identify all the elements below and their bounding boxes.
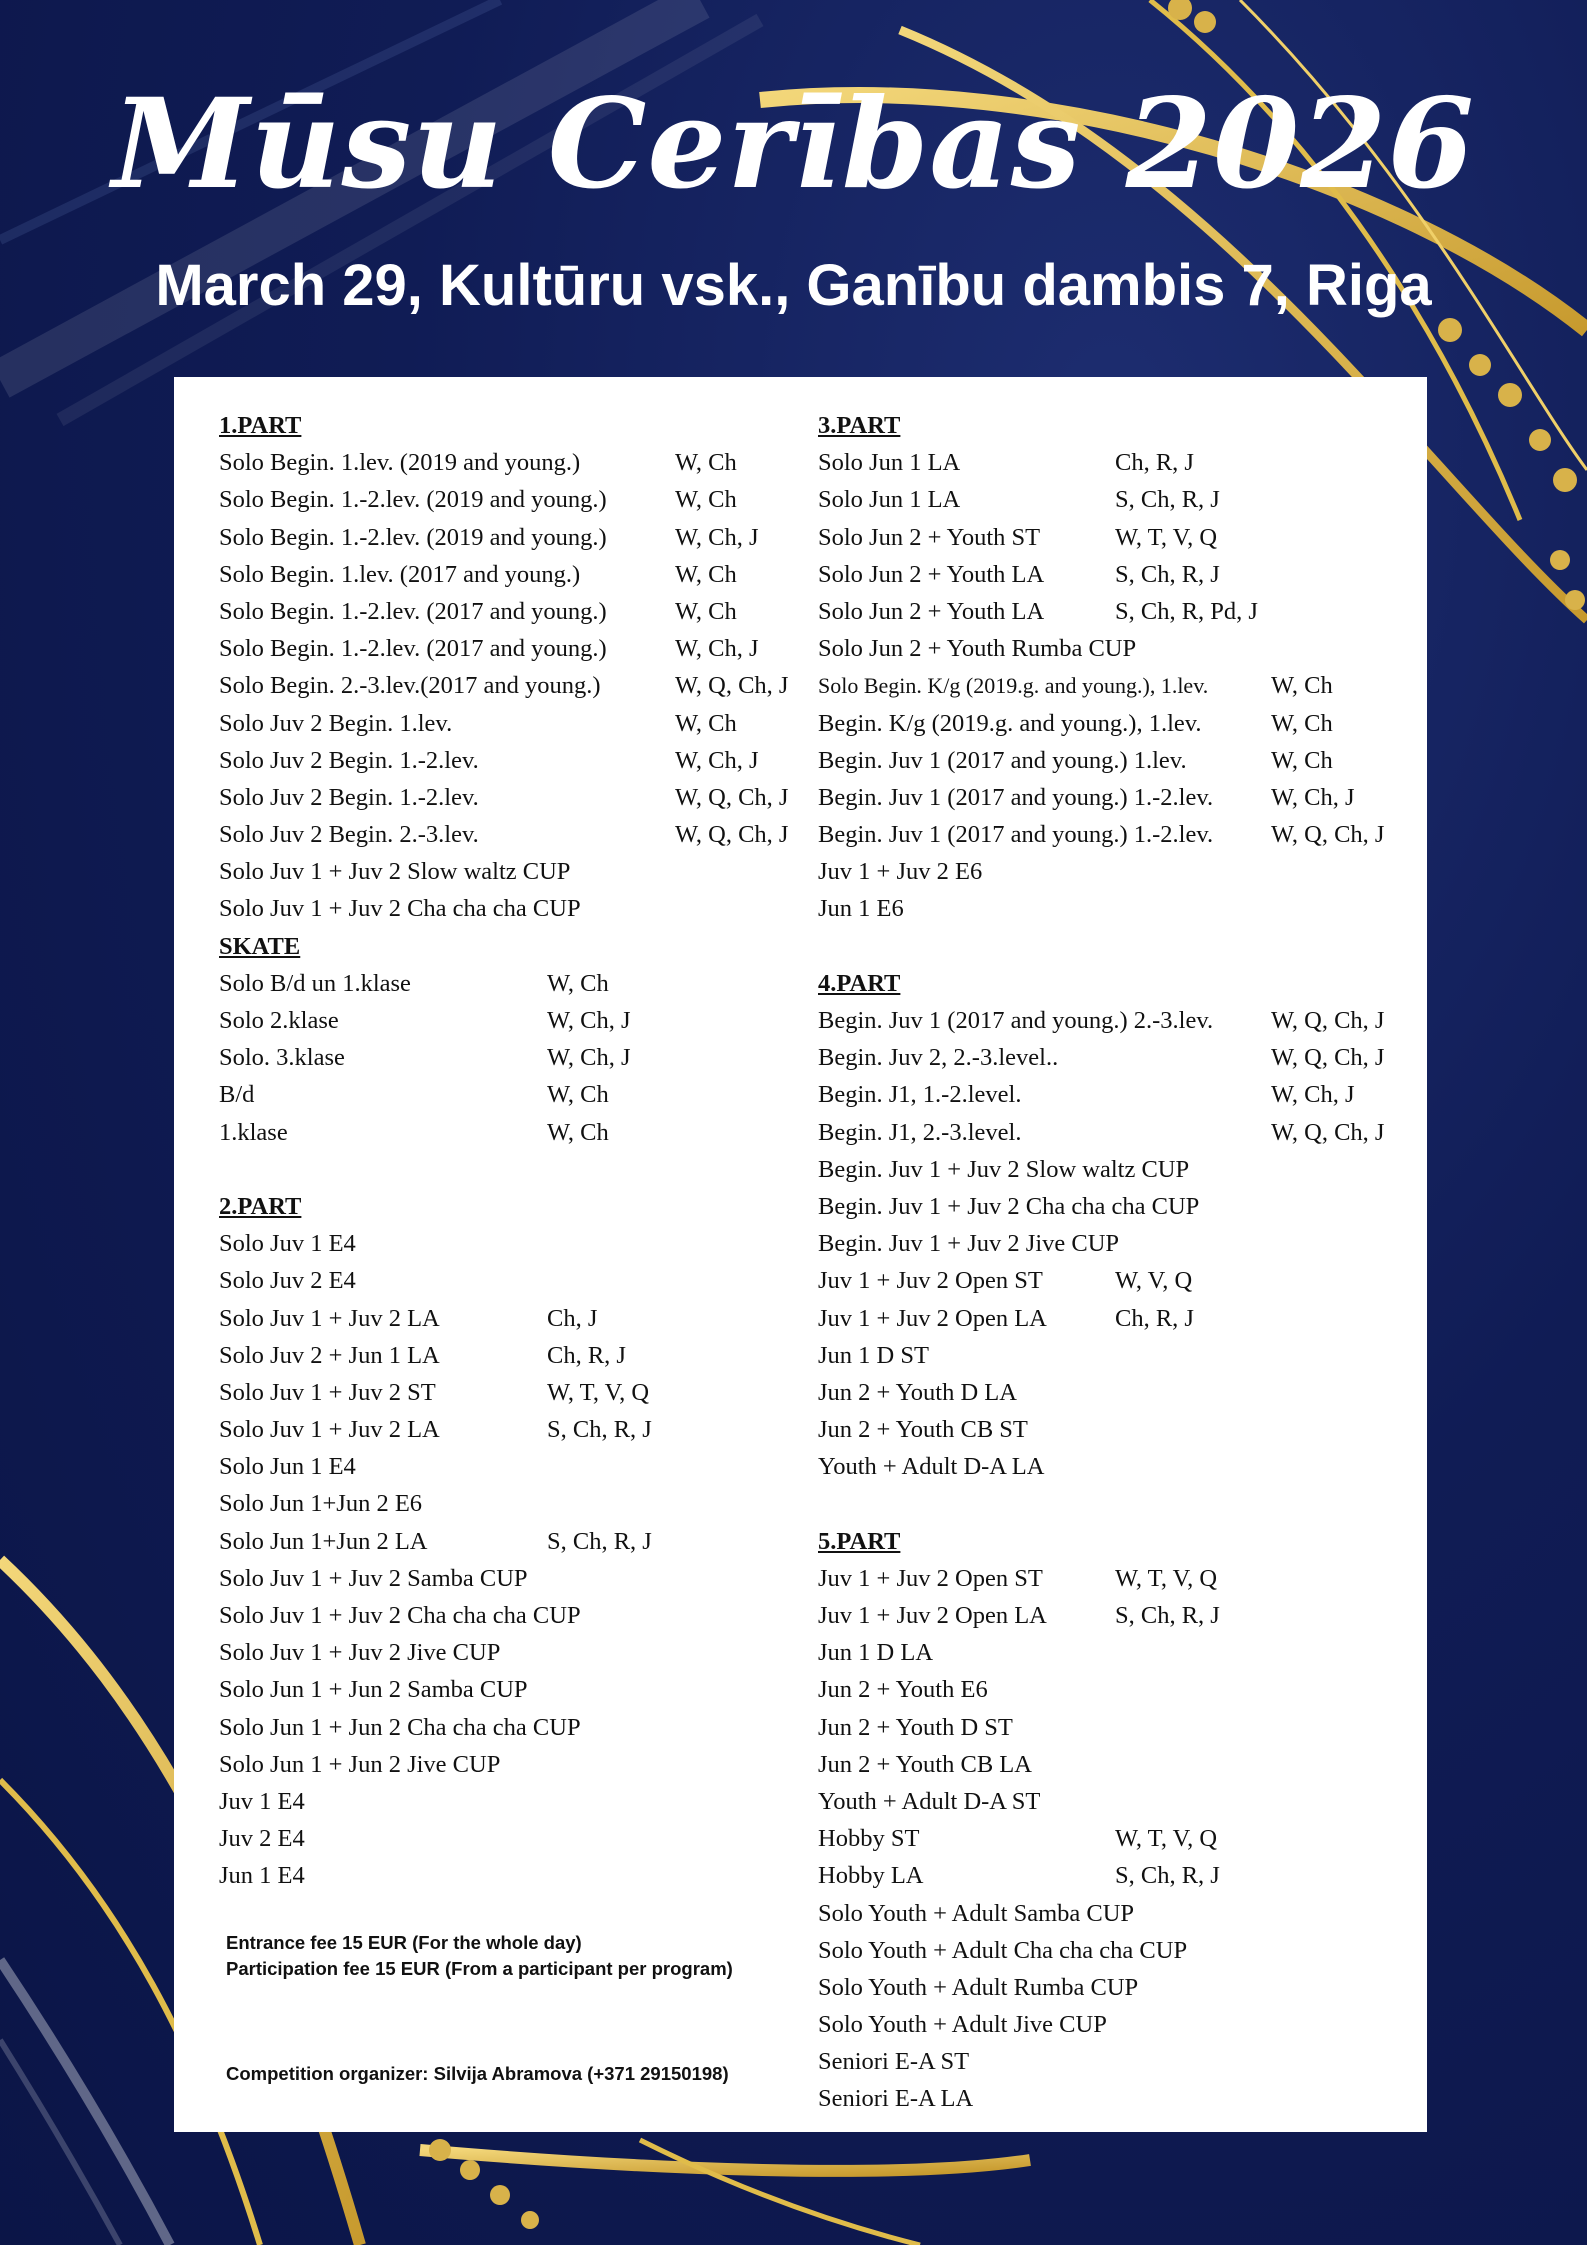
program-row: Solo Jun 1+Jun 2 LA S, Ch, R, J	[219, 1527, 652, 1555]
program-row: Juv 1 E4	[219, 1787, 305, 1815]
program-row: Juv 1 + Juv 2 Open ST W, T, V, Q	[818, 1564, 1218, 1592]
program-row: Solo Jun 2 + Youth Rumba CUP	[818, 635, 1137, 663]
program-row: Solo Youth + Adult Cha cha cha CUP	[818, 1936, 1188, 1964]
program-row: Juv 2 E4	[219, 1825, 305, 1853]
program-row: Begin. Juv 1 (2017 and young.) 1.-2.lev. W, Q, Ch, J	[818, 821, 1385, 849]
program-row: Begin. Juv 1 (2017 and young.) 2.-3.lev. W, Q, Ch, J	[818, 1007, 1385, 1034]
program-row: Solo Begin. 1.lev. (2017 and young.) W, Ch	[219, 560, 737, 588]
program-row: Solo 2.klase W, Ch, J	[219, 1007, 631, 1034]
program-row: Solo Juv 1 + Juv 2 Jive CUP	[219, 1639, 501, 1667]
program-row: Jun 1 E6	[818, 895, 904, 923]
program-row: Seniori E-A LA	[818, 2085, 974, 2113]
program-row: Solo Juv 1 + Juv 2 Samba CUP	[219, 1564, 528, 1592]
program-row: Jun 1 E4	[219, 1862, 305, 1890]
part-heading: SKATE	[219, 932, 301, 960]
part-heading: 5.PART	[818, 1527, 901, 1555]
program-row: Jun 2 + Youth E6	[818, 1676, 988, 1704]
program-row: Youth + Adult D-A ST	[818, 1787, 1041, 1815]
program-row: Solo Jun 1 LA Ch, R, J	[818, 449, 1194, 477]
program-row: Solo Juv 1 + Juv 2 Cha cha cha CUP	[219, 895, 581, 923]
program-row: Solo Juv 1 + Juv 2 Slow waltz CUP	[219, 858, 571, 886]
program-row: Begin. Juv 1 + Juv 2 Slow waltz CUP	[818, 1155, 1190, 1183]
program-row: Solo Juv 2 E4	[219, 1267, 356, 1295]
program-row: Solo Jun 1 E4	[219, 1453, 356, 1481]
program-row: Solo Juv 2 Begin. 1.-2.lev. W, Q, Ch, J	[219, 783, 789, 811]
spacer	[818, 928, 1408, 965]
program-row: Solo Jun 1 LA S, Ch, R, J	[818, 486, 1220, 514]
program-sheet	[174, 377, 1427, 2132]
program-row: Begin. Juv 1 + Juv 2 Jive CUP	[818, 1230, 1120, 1258]
program-row: Solo Youth + Adult Jive CUP	[818, 2011, 1107, 2039]
event-subtitle: March 29, Kultūru vsk., Ganību dambis 7, Riga	[155, 253, 1432, 318]
program-row: Solo Youth + Adult Rumba CUP	[818, 1973, 1139, 2001]
program-row: Juv 1 + Juv 2 Open LA Ch, R, J	[818, 1304, 1194, 1332]
program-row: Solo Jun 1+Jun 2 E6	[219, 1490, 423, 1518]
program-row: Jun 2 + Youth D LA	[818, 1378, 1017, 1406]
program-row: Juv 1 + Juv 2 Open LA S, Ch, R, J	[818, 1602, 1220, 1629]
program-row: Solo Juv 1 E4	[219, 1230, 356, 1258]
program-row: Begin. J1, 2.-3.level. W, Q, Ch, J	[818, 1118, 1385, 1146]
participation-fee-note: Participation fee 15 EUR (From a participant per program)	[226, 1958, 733, 1979]
program-row: Jun 2 + Youth CB LA	[818, 1750, 1032, 1778]
program-row: Solo B/d un 1.klase W, Ch	[219, 969, 609, 997]
program-row: Solo Juv 1 + Juv 2 LA S, Ch, R, J	[219, 1416, 652, 1444]
program-row: Begin. Juv 1 + Juv 2 Cha cha cha CUP	[818, 1192, 1200, 1220]
program-row: B/d W, Ch	[219, 1081, 609, 1109]
part-heading: 3.PART	[818, 412, 901, 439]
program-row: Solo Juv 1 + Juv 2 LA Ch, J	[219, 1304, 598, 1332]
program-row: Begin. Juv 1 (2017 and young.) 1.-2.lev. W, Ch, J	[818, 783, 1355, 811]
program-row: Hobby ST W, T, V, Q	[818, 1825, 1218, 1853]
program-row: Solo Juv 2 Begin. 1.lev. W, Ch	[219, 709, 737, 737]
program-row: Solo Juv 2 Begin. 1.-2.lev. W, Ch, J	[219, 746, 759, 774]
right-column	[818, 407, 1408, 2118]
program-row: Solo Jun 1 + Jun 2 Jive CUP	[219, 1750, 501, 1778]
program-row: Solo Jun 2 + Youth ST W, T, V, Q	[818, 523, 1218, 551]
program-row: Hobby LA S, Ch, R, J	[818, 1862, 1220, 1890]
program-row: Youth + Adult D-A LA	[818, 1453, 1045, 1481]
program-row: Solo Begin. 2.-3.lev.(2017 and young.) W, Q, Ch, J	[219, 672, 789, 700]
program-row: Solo Juv 2 Begin. 2.-3.lev. W, Q, Ch, J	[219, 821, 789, 849]
organizer-note: Competition organizer: Silvija Abramova (+371 29150198)	[226, 2063, 729, 2084]
program-row: Solo Begin. 1.-2.lev. (2017 and young.) W, Ch	[219, 597, 737, 625]
program-row: Seniori E-A ST	[818, 2048, 970, 2076]
part-heading: 1.PART	[219, 412, 302, 439]
program-row: Solo Jun 2 + Youth LA S, Ch, R, J	[818, 560, 1220, 588]
program-row: Solo Youth + Adult Samba CUP	[818, 1899, 1135, 1927]
program-row: Juv 1 + Juv 2 Open ST W, V, Q	[818, 1267, 1193, 1295]
program-row: Begin. K/g (2019.g. and young.), 1.lev. W, Ch	[818, 709, 1333, 737]
spacer	[818, 1485, 1408, 1522]
program-row: Solo Jun 1 + Jun 2 Samba CUP	[219, 1676, 528, 1704]
program-row: Solo. 3.klase W, Ch, J	[219, 1044, 631, 1072]
event-title: Mūsu Cerības 2026	[112, 72, 1475, 217]
program-row: Solo Begin. 1.-2.lev. (2019 and young.) W, Ch, J	[219, 523, 759, 551]
program-row: Begin. Juv 1 (2017 and young.) 1.lev. W, Ch	[818, 746, 1333, 774]
program-row: Jun 1 D ST	[818, 1341, 929, 1369]
program-row: Solo Juv 2 + Jun 1 LA Ch, R, J	[219, 1341, 626, 1369]
entrance-fee-note: Entrance fee 15 EUR (For the whole day)	[226, 1932, 582, 1953]
program-row: Solo Jun 2 + Youth LA S, Ch, R, Pd, J	[818, 597, 1258, 625]
spacer	[219, 1151, 779, 1188]
program-row: Begin. J1, 1.-2.level. W, Ch, J	[818, 1081, 1355, 1109]
left-column	[219, 407, 789, 1895]
program-row: Solo Juv 1 + Juv 2 Cha cha cha CUP	[219, 1602, 581, 1629]
program-row: Solo Juv 1 + Juv 2 ST W, T, V, Q	[219, 1378, 650, 1406]
program-row: Solo Begin. K/g (2019.g. and young.), 1.lev. W, Ch	[818, 672, 1333, 700]
part-heading: 4.PART	[818, 969, 901, 997]
program-row: Juv 1 + Juv 2 E6	[818, 858, 983, 886]
program-row: Jun 2 + Youth D ST	[818, 1713, 1013, 1741]
program-row: Begin. Juv 2, 2.-3.level.. W, Q, Ch, J	[818, 1044, 1385, 1072]
program-row: Solo Begin. 1.-2.lev. (2019 and young.) W, Ch	[219, 486, 737, 514]
program-row: Solo Begin. 1.lev. (2019 and young.) W, Ch	[219, 449, 737, 477]
program-row: Jun 2 + Youth CB ST	[818, 1416, 1028, 1444]
program-row: Jun 1 D LA	[818, 1639, 934, 1667]
part-heading: 2.PART	[219, 1192, 302, 1220]
program-row: 1.klase W, Ch	[219, 1118, 609, 1146]
program-row: Solo Begin. 1.-2.lev. (2017 and young.) W, Ch, J	[219, 635, 759, 663]
program-row: Solo Jun 1 + Jun 2 Cha cha cha CUP	[219, 1713, 581, 1741]
